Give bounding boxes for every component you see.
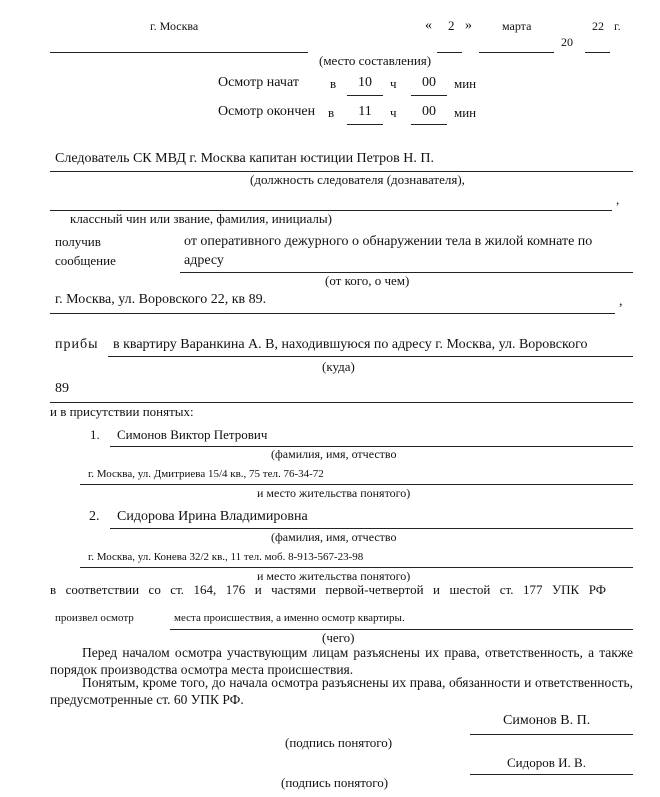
report-address-line: [50, 313, 615, 314]
start-hour: 10: [358, 75, 372, 90]
paragraph-rights: Перед началом осмотра участвующим лицам разъяснены их права, ответственность, а также порядок производства осмотра места происшествия.: [50, 645, 633, 677]
end-label: Осмотр окончен: [218, 104, 316, 119]
arrival-line2: [50, 402, 633, 403]
start-hour-unit: ч: [390, 76, 397, 91]
arrival-caption: (куда): [322, 359, 355, 374]
city: г. Москва: [150, 19, 199, 33]
month-line: [479, 52, 554, 53]
report-comma: ,: [619, 294, 623, 309]
start-minute: 00: [422, 75, 436, 90]
end-minute-unit: мин: [454, 105, 477, 120]
start-at: в: [330, 76, 337, 91]
date-year-suffix: 22: [592, 19, 604, 33]
start-minute-line: [411, 95, 447, 96]
report-value-line1: от оперативного дежурного о обнаружении тела в жилой комнате по: [184, 234, 593, 249]
signature-2-caption: (подпись понятого): [281, 775, 389, 790]
arrival-value-line2: 89: [55, 381, 69, 396]
investigator-caption-rank: классный чин или звание, фамилия, инициалы): [70, 211, 332, 226]
report-label-line1: получив: [55, 234, 101, 249]
report-address: г. Москва, ул. Воровского 22, кв 89.: [55, 292, 267, 307]
place-line: [50, 52, 308, 53]
witness-1-address: г. Москва, ул. Дмитриева 15/4 кв., 75 тел. 76-34-72: [88, 468, 324, 480]
start-minute-unit: мин: [454, 76, 477, 91]
witness-1-number: 1.: [90, 427, 100, 442]
paragraph-witness-rights: Понятым, кроме того, до начала осмотра разъяснены их права, обязанности и ответственность, предусмотренные ст. 60 УПК РФ.: [50, 675, 633, 707]
date-year-abbr: г.: [614, 19, 621, 33]
signature-2-line: [470, 774, 633, 775]
end-minute: 00: [422, 104, 436, 119]
witnesses-intro: и в присутствии понятых:: [50, 404, 194, 419]
end-hour: 11: [358, 104, 372, 119]
witness-2-name: Сидорова Ирина Владимировна: [117, 509, 308, 524]
witness-2-number: 2.: [89, 509, 100, 524]
place-caption: (место составления): [319, 53, 432, 68]
witness-2-address-caption: и место жительства понятого): [257, 569, 411, 583]
basis-text: в соответствии со ст. 164, 176 и частями первой-четвертой и шестой ст. 177 УПК РФ: [50, 582, 606, 597]
arrival-line: [108, 356, 633, 357]
witness-1-name-caption: (фамилия, имя, отчество: [271, 447, 397, 461]
investigator-comma: ,: [616, 192, 620, 207]
end-minute-line: [411, 124, 447, 125]
investigator-caption-position: (должность следователя (дознавателя),: [250, 172, 465, 187]
witness-1-address-caption: и место жительства понятого): [257, 486, 411, 500]
signature-1-line: [470, 734, 633, 735]
date-month: марта: [502, 19, 532, 33]
date-day: 2: [448, 18, 455, 33]
start-hour-line: [347, 95, 383, 96]
start-label: Осмотр начат: [218, 75, 299, 90]
performed-value: места происшествия, а именно осмотр квартиры.: [174, 612, 405, 624]
witness-1-address-line: [80, 484, 633, 485]
year-line: [585, 52, 610, 53]
arrival-label: прибы: [55, 337, 99, 352]
witness-2-name-caption: (фамилия, имя, отчество: [271, 530, 397, 544]
performed-caption: (чего): [322, 630, 355, 645]
signature-1-caption: (подпись понятого): [285, 735, 393, 750]
signature-2-name: Сидоров И. В.: [507, 755, 586, 770]
investigator-value: Следователь СК МВД г. Москва капитан юстиции Петров Н. П.: [55, 151, 435, 166]
witness-2-address: г. Москва, ул. Конева 32/2 кв., 11 тел. моб. 8-913-567-23-98: [88, 551, 364, 563]
arrival-value-line1: в квартиру Варанкина А. В, находившуюся по адресу г. Москва, ул. Воровского: [113, 337, 588, 352]
performed-line: [170, 629, 633, 630]
witness-2-name-line: [110, 528, 633, 529]
end-hour-line: [347, 124, 383, 125]
report-label-line2: сообщение: [55, 253, 116, 268]
witness-2-address-line: [80, 567, 633, 568]
end-hour-unit: ч: [390, 105, 397, 120]
report-caption: (от кого, о чем): [325, 273, 410, 288]
day-line: [437, 52, 462, 53]
report-value-line2: адресу: [184, 253, 224, 268]
end-at: в: [328, 105, 335, 120]
witness-1-name: Симонов Виктор Петрович: [117, 427, 268, 442]
quote-open: «: [425, 18, 432, 33]
date-year-prefix: 20: [561, 35, 573, 49]
quote-close: »: [465, 18, 472, 33]
signature-1-name: Симонов В. П.: [503, 713, 591, 728]
performed-label: произвел осмотр: [55, 612, 134, 624]
